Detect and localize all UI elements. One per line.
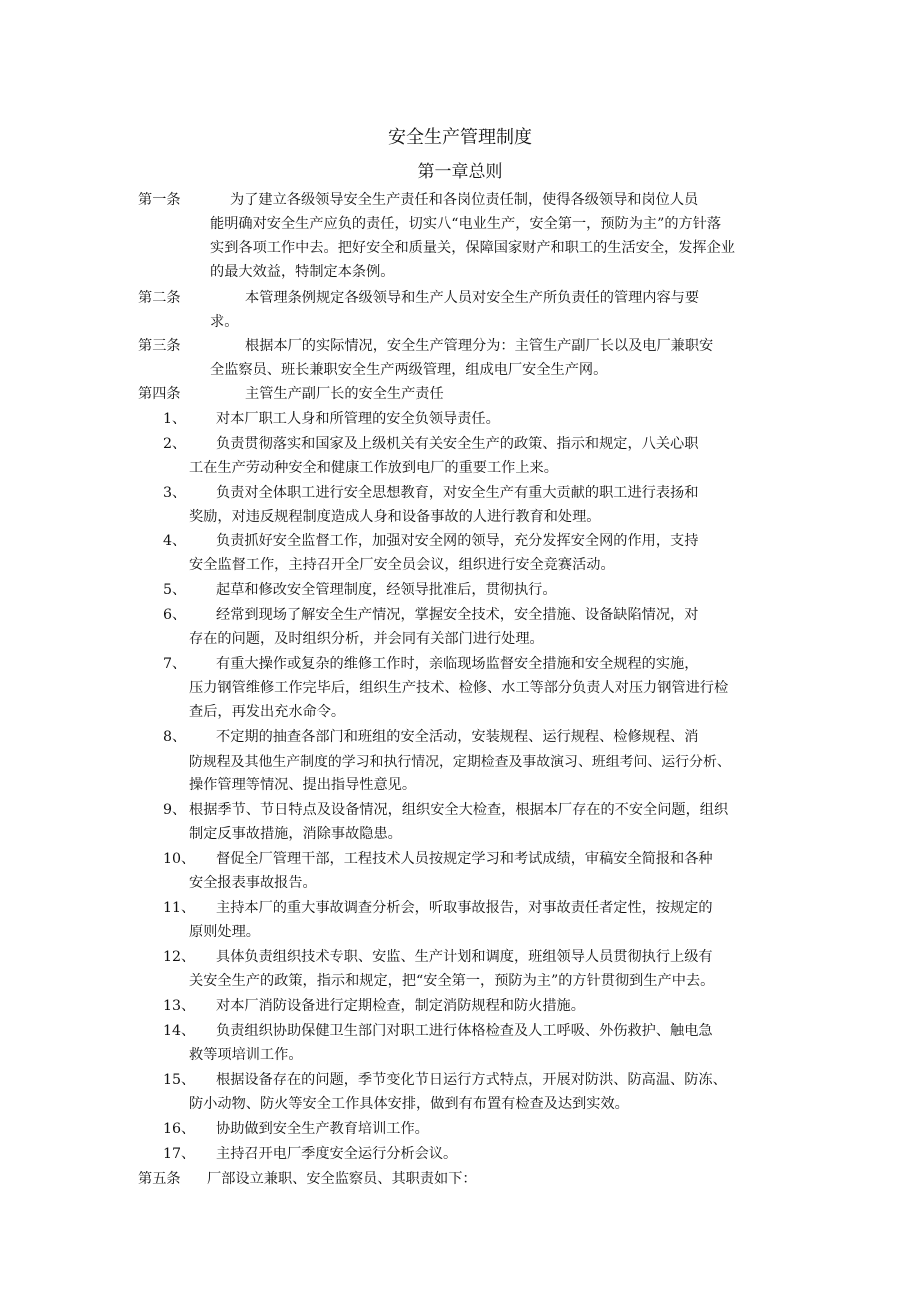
item-line: 负责抓好安全监督工作，加强对安全网的领导，充分发挥安全网的作用，支持: [216, 533, 699, 549]
item-line: 关安全生产的政策，指示和规定，把“安全第一，预防为主”的方针贯彻到生产中去。: [189, 973, 715, 989]
item-number: 13、: [163, 998, 196, 1014]
article-line: 实到各项工作中去。把好安全和质量关，保障国家财产和职工的生活安全，发挥企业: [210, 240, 735, 256]
item-number: 4、: [163, 533, 187, 549]
item-number: 1、: [163, 411, 187, 427]
article-label: 第四条: [138, 386, 181, 402]
item-line: 起草和修改安全管理制度，经领导批准后，贯彻执行。: [216, 582, 557, 598]
article-line: 厂部设立兼职、安全监察员、其职责如下：: [207, 1171, 477, 1187]
item-line: 救等项培训工作。: [189, 1047, 303, 1063]
article-line: 求。: [210, 314, 239, 330]
item-line: 压力钢管维修工作完毕后，组织生产技术、检修、水工等部分负责人对压力钢管进行检: [189, 680, 729, 696]
article-label: 第三条: [138, 338, 181, 354]
item-line: 安全监督工作，主持召开全厂安全员会议，组织进行安全竞赛活动。: [189, 557, 615, 573]
article-line: 本管理条例规定各级领导和生产人员对安全生产所负责任的管理内容与要: [245, 290, 700, 306]
article-line: 为了建立各级领导安全生产责任和各岗位责任制，使得各级领导和岗位人员: [230, 192, 699, 208]
item-number: 9、: [163, 802, 187, 818]
item-line: 主持本厂的重大事故调查分析会，听取事故报告，对事故责任者定性，按规定的: [216, 900, 713, 916]
item-line: 防小动物、防火等安全工作具体安排，做到有布置有检查及达到实效。: [189, 1096, 629, 1112]
article-line: 全监察员、班长兼职安全生产两级管理，组成电厂安全生产网。: [210, 362, 608, 378]
item-number: 17、: [163, 1146, 196, 1162]
item-line: 防规程及其他生产制度的学习和执行情况，定期检查及事故演习、班组考问、运行分析、: [189, 754, 731, 770]
item-line: 安全报表事故报告。: [189, 875, 317, 891]
item-number: 15、: [163, 1072, 196, 1088]
item-number: 6、: [163, 607, 187, 623]
article-label: 第一条: [138, 192, 181, 208]
item-line: 查后，再发出充水命令。: [189, 704, 346, 720]
article-line: 根据本厂的实际情况，安全生产管理分为：主管生产副厂长以及电厂兼职安: [245, 338, 714, 354]
item-number: 8、: [163, 729, 187, 745]
item-number: 12、: [163, 949, 196, 965]
item-line: 对本厂消防设备进行定期检查，制定消防规程和防火措施。: [216, 998, 585, 1014]
item-line: 负责贯彻落实和国家及上级机关有关安全生产的政策、指示和规定，八关心职: [216, 436, 699, 452]
item-line: 工在生产劳动种安全和健康工作放到电厂的重要工作上来。: [189, 460, 558, 476]
item-line: 存在的问题，及时组织分析，并会同有关部门进行处理。: [189, 631, 544, 647]
chapter-heading: 第一章总则: [417, 162, 503, 182]
item-line: 原则处理。: [189, 924, 260, 940]
item-line: 经常到现场了解安全生产情况，掌握安全技术，安全措施、设备缺陷情况，对: [216, 607, 699, 623]
item-number: 14、: [163, 1023, 196, 1039]
item-number: 11、: [163, 900, 196, 916]
item-line: 协助做到安全生产教育培训工作。: [216, 1121, 429, 1137]
item-line: 督促全厂管理干部，工程技术人员按规定学习和考试成绩，审稿安全简报和各种: [216, 851, 713, 867]
item-line: 不定期的抽查各部门和班组的安全活动，安装规程、运行规程、检修规程、消: [216, 729, 699, 745]
article-line: 能明确对安全生产应负的责任，切实八“电业生产，安全第一，预防为主”的方针落: [210, 216, 722, 232]
item-line: 负责对全体职工进行安全思想教育，对安全生产有重大贡献的职工进行表扬和: [216, 485, 699, 501]
item-line: 主持召开电厂季度安全运行分析会议。: [216, 1146, 458, 1162]
item-number: 5、: [163, 582, 187, 598]
item-number: 16、: [163, 1121, 196, 1137]
item-number: 10、: [163, 851, 196, 867]
item-line: 负责组织协助保健卫生部门对职工进行体格检查及人工呼吸、外伤救护、触电急: [216, 1023, 713, 1039]
item-line: 具体负责组织技术专职、安监、生产计划和调度，班组领导人员贯彻执行上级有: [216, 949, 713, 965]
article-line: 的最大效益，特制定本条例。: [210, 264, 395, 280]
item-line: 有重大操作或复杂的维修工作时，亲临现场监督安全措施和安全规程的实施，: [216, 656, 699, 672]
item-number: 3、: [163, 485, 187, 501]
item-number: 7、: [163, 656, 187, 672]
article-label: 第五条: [138, 1171, 181, 1187]
article-line: 主管生产副厂长的安全生产责任: [245, 386, 444, 402]
item-line: 根据设备存在的问题，季节变化节日运行方式特点，开展对防洪、防高温、防冻、: [216, 1072, 727, 1088]
item-line: 根据季节、节日特点及设备情况，组织安全大检查，根据本厂存在的不安全问题，组织: [189, 802, 729, 818]
item-number: 2、: [163, 436, 187, 452]
item-line: 制定反事故措施，消除事故隐患。: [189, 826, 402, 842]
item-line: 对本厂职工人身和所管理的安全负领导责任。: [216, 411, 500, 427]
article-label: 第二条: [138, 290, 181, 306]
item-line: 奖励，对违反规程制度造成人身和设备事故的人进行教育和处理。: [189, 509, 601, 525]
document-title: 安全生产管理制度: [388, 127, 532, 148]
item-line: 操作管理等情况、提出指导性意见。: [189, 777, 417, 793]
